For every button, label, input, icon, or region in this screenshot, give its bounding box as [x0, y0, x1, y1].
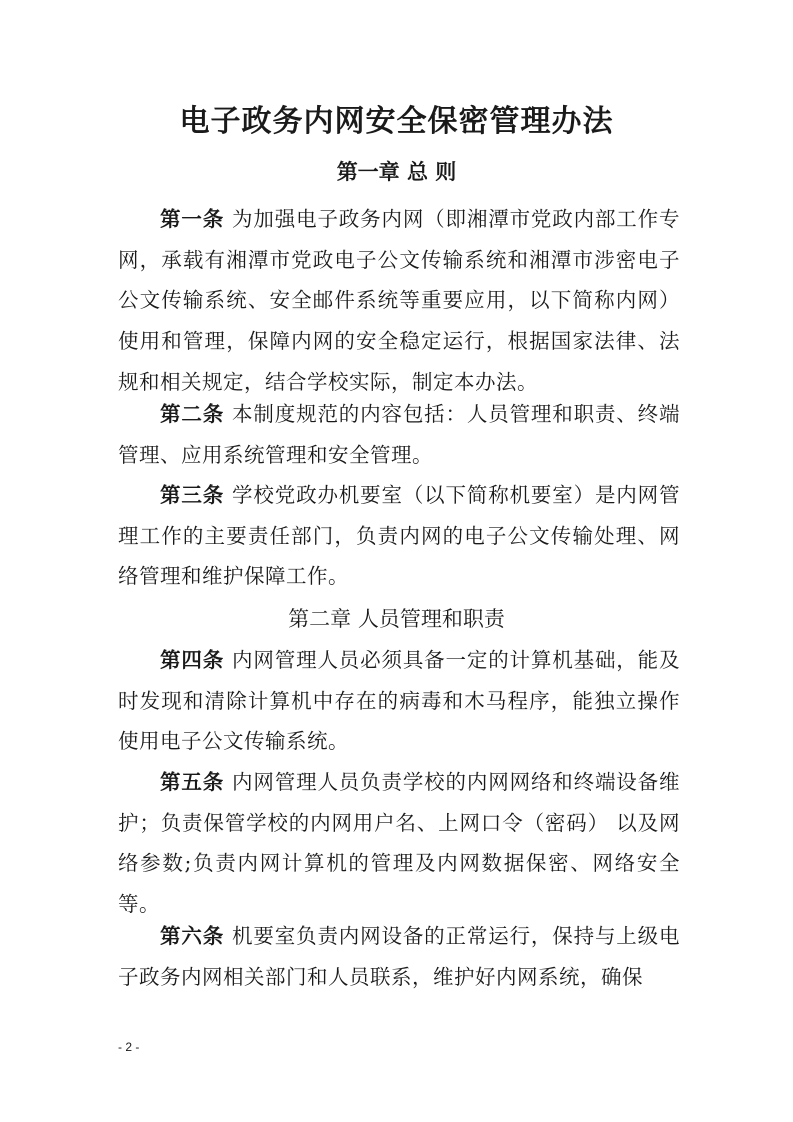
article-1 [118, 199, 680, 403]
chapter-heading-1: 第一章 总 则 [336, 160, 457, 184]
page-number: - 2 - [118, 1040, 140, 1054]
article-label: 第五条 [160, 770, 225, 794]
article-6 [118, 916, 680, 997]
article-label: 第一条 [160, 207, 225, 231]
article-text: 内网管理人员负责学校的内网网络和终端设备维护；负责保管学校的内网用户名、上网口令（密码） 以及网络参数;负责内网计算机的管理及内网数据保密、网络安全等。 [118, 770, 681, 917]
article-text: 内网管理人员必须具备一定的计算机基础，能及时发现和清除计算机中存在的病毒和木马程序，能独立操作使用电子公文传输系统。 [118, 648, 681, 754]
article-2 [118, 394, 680, 475]
article-5 [118, 762, 680, 925]
article-text: 为加强电子政务内网（即湘潭市党政内部工作专网，承载有湘潭市党政电子公文传输系统和湘潭市涉密电子公文传输系统、安全邮件系统等重要应用，以下简称内网）使用和管理，保障内网的安全稳定运行，根据国家法律、法规和相关规定，结合学校实际，制定本办法。 [118, 207, 681, 394]
article-3 [118, 475, 680, 597]
article-label: 第二条 [160, 402, 225, 426]
article-4 [118, 640, 680, 762]
chapter-heading-2: 第二章 人员管理和职责 [288, 607, 505, 631]
article-label: 第四条 [160, 648, 225, 672]
article-label: 第三条 [160, 483, 225, 507]
article-text: 本制度规范的内容包括：人员管理和职责、终端管理、应用系统管理和安全管理。 [118, 402, 681, 467]
document-title: 电子政务内网安全保密管理办法 [179, 104, 614, 139]
article-label: 第六条 [160, 924, 225, 948]
article-text: 学校党政办机要室（以下简称机要室）是内网管理工作的主要责任部门，负责内网的电子公文传输处理、网络管理和维护保障工作。 [118, 483, 681, 589]
article-text: 机要室负责内网设备的正常运行，保持与上级电子政务内网相关部门和人员联系，维护好内网系统，确保 [118, 924, 681, 989]
